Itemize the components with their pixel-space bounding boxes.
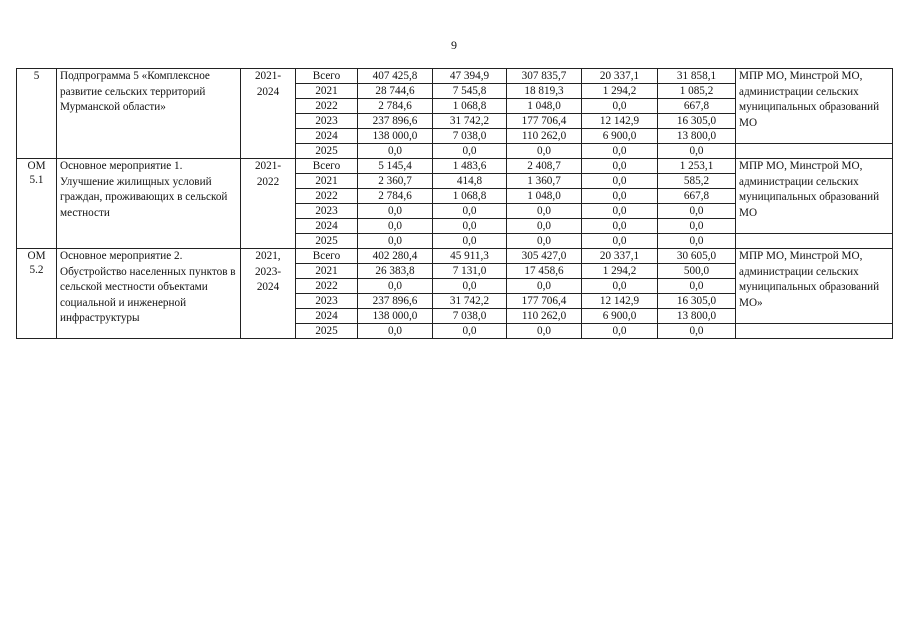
value-cell: 18 819,3 [507,84,582,99]
year-cell: 2021 [296,264,358,279]
value-cell: 2 408,7 [507,159,582,174]
program-funding-table [16,68,893,339]
value-cell: 5 145,4 [358,159,433,174]
year-cell: 2023 [296,204,358,219]
value-cell: 1 294,2 [582,264,658,279]
value-cell: 237 896,6 [358,294,433,309]
value-cell: 138 000,0 [358,309,433,324]
value-cell: 2 360,7 [358,174,433,189]
value-cell: 31 742,2 [433,114,507,129]
value-cell: 0,0 [433,204,507,219]
value-cell: 2 784,6 [358,99,433,114]
value-cell: 12 142,9 [582,294,658,309]
value-cell: 0,0 [582,279,658,294]
value-cell: 45 911,3 [433,249,507,264]
page-number: 9 [451,38,457,52]
table-row [17,69,893,84]
value-cell: 667,8 [658,189,736,204]
value-cell: 0,0 [582,144,658,159]
value-cell: 7 131,0 [433,264,507,279]
row-executors: МПР МО, Минстрой МО, администрации сельских муниципальных образований МО [736,159,893,234]
value-cell: 0,0 [358,219,433,234]
value-cell: 1 085,2 [658,84,736,99]
year-cell: Всего [296,69,358,84]
value-cell: 6 900,0 [582,309,658,324]
row-name: Подпрограмма 5 «Комплексное развитие сельских территорий Мурманской области» [57,69,241,159]
row-executors: МПР МО, Минстрой МО, администрации сельских муниципальных образований МО» [736,249,893,324]
value-cell: 28 744,6 [358,84,433,99]
value-cell: 0,0 [507,234,582,249]
value-cell: 0,0 [658,144,736,159]
value-cell: 110 262,0 [507,129,582,144]
value-cell: 7 038,0 [433,309,507,324]
value-cell: 0,0 [433,144,507,159]
value-cell: 0,0 [358,144,433,159]
row-period: 2021, 2023-2024 [241,249,296,339]
value-cell: 0,0 [507,219,582,234]
value-cell: 177 706,4 [507,294,582,309]
value-cell: 138 000,0 [358,129,433,144]
value-cell: 237 896,6 [358,114,433,129]
value-cell: 0,0 [582,189,658,204]
value-cell: 13 800,0 [658,309,736,324]
row-period: 2021-2022 [241,159,296,249]
year-cell: 2025 [296,324,358,339]
value-cell: 1 048,0 [507,189,582,204]
executors-blank-cell [736,234,893,249]
year-cell: Всего [296,159,358,174]
value-cell: 110 262,0 [507,309,582,324]
row-code: 5 [17,69,57,159]
value-cell: 31 858,1 [658,69,736,84]
value-cell: 0,0 [433,279,507,294]
value-cell: 16 305,0 [658,294,736,309]
value-cell: 2 784,6 [358,189,433,204]
value-cell: 17 458,6 [507,264,582,279]
value-cell: 47 394,9 [433,69,507,84]
value-cell: 13 800,0 [658,129,736,144]
value-cell: 0,0 [658,219,736,234]
value-cell: 0,0 [358,234,433,249]
value-cell: 0,0 [582,324,658,339]
value-cell: 0,0 [658,279,736,294]
value-cell: 1 294,2 [582,84,658,99]
value-cell: 0,0 [582,204,658,219]
value-cell: 1 048,0 [507,99,582,114]
value-cell: 0,0 [433,219,507,234]
executors-blank-cell [736,144,893,159]
row-name: Основное мероприятие 2. Обустройство населенных пунктов в сельской местности объектами социальной и инженерной инфраструктуры [57,249,241,339]
value-cell: 20 337,1 [582,69,658,84]
value-cell: 7 038,0 [433,129,507,144]
value-cell: 0,0 [433,324,507,339]
table-row [17,159,893,174]
value-cell: 0,0 [582,234,658,249]
value-cell: 0,0 [658,234,736,249]
value-cell: 30 605,0 [658,249,736,264]
value-cell: 585,2 [658,174,736,189]
row-period: 2021-2024 [241,69,296,159]
year-cell: Всего [296,249,358,264]
value-cell: 1 253,1 [658,159,736,174]
value-cell: 1 483,6 [433,159,507,174]
value-cell: 12 142,9 [582,114,658,129]
value-cell: 26 383,8 [358,264,433,279]
table-body [17,69,893,339]
value-cell: 667,8 [658,99,736,114]
table-row [17,249,893,264]
year-cell: 2024 [296,129,358,144]
value-cell: 0,0 [507,324,582,339]
value-cell: 7 545,8 [433,84,507,99]
value-cell: 6 900,0 [582,129,658,144]
value-cell: 0,0 [507,204,582,219]
row-code: ОМ 5.1 [17,159,57,249]
value-cell: 414,8 [433,174,507,189]
value-cell: 500,0 [658,264,736,279]
year-cell: 2022 [296,279,358,294]
value-cell: 1 360,7 [507,174,582,189]
year-cell: 2023 [296,114,358,129]
value-cell: 0,0 [433,234,507,249]
value-cell: 20 337,1 [582,249,658,264]
value-cell: 0,0 [582,219,658,234]
value-cell: 0,0 [582,174,658,189]
value-cell: 1 068,8 [433,99,507,114]
value-cell: 0,0 [582,99,658,114]
value-cell: 177 706,4 [507,114,582,129]
year-cell: 2024 [296,309,358,324]
value-cell: 407 425,8 [358,69,433,84]
year-cell: 2024 [296,219,358,234]
value-cell: 1 068,8 [433,189,507,204]
year-cell: 2022 [296,99,358,114]
row-code: ОМ 5.2 [17,249,57,339]
year-cell: 2023 [296,294,358,309]
value-cell: 0,0 [658,324,736,339]
value-cell: 0,0 [507,279,582,294]
value-cell: 31 742,2 [433,294,507,309]
value-cell: 0,0 [582,159,658,174]
value-cell: 0,0 [507,144,582,159]
value-cell: 307 835,7 [507,69,582,84]
value-cell: 0,0 [358,279,433,294]
year-cell: 2022 [296,189,358,204]
executors-blank-cell [736,324,893,339]
row-name: Основное мероприятие 1. Улучшение жилищных условий граждан, проживающих в сельской местности [57,159,241,249]
year-cell: 2021 [296,174,358,189]
row-executors: МПР МО, Минстрой МО, администрации сельских муниципальных образований МО [736,69,893,144]
value-cell: 402 280,4 [358,249,433,264]
value-cell: 0,0 [658,204,736,219]
year-cell: 2025 [296,144,358,159]
value-cell: 0,0 [358,204,433,219]
value-cell: 0,0 [358,324,433,339]
value-cell: 305 427,0 [507,249,582,264]
year-cell: 2025 [296,234,358,249]
value-cell: 16 305,0 [658,114,736,129]
year-cell: 2021 [296,84,358,99]
